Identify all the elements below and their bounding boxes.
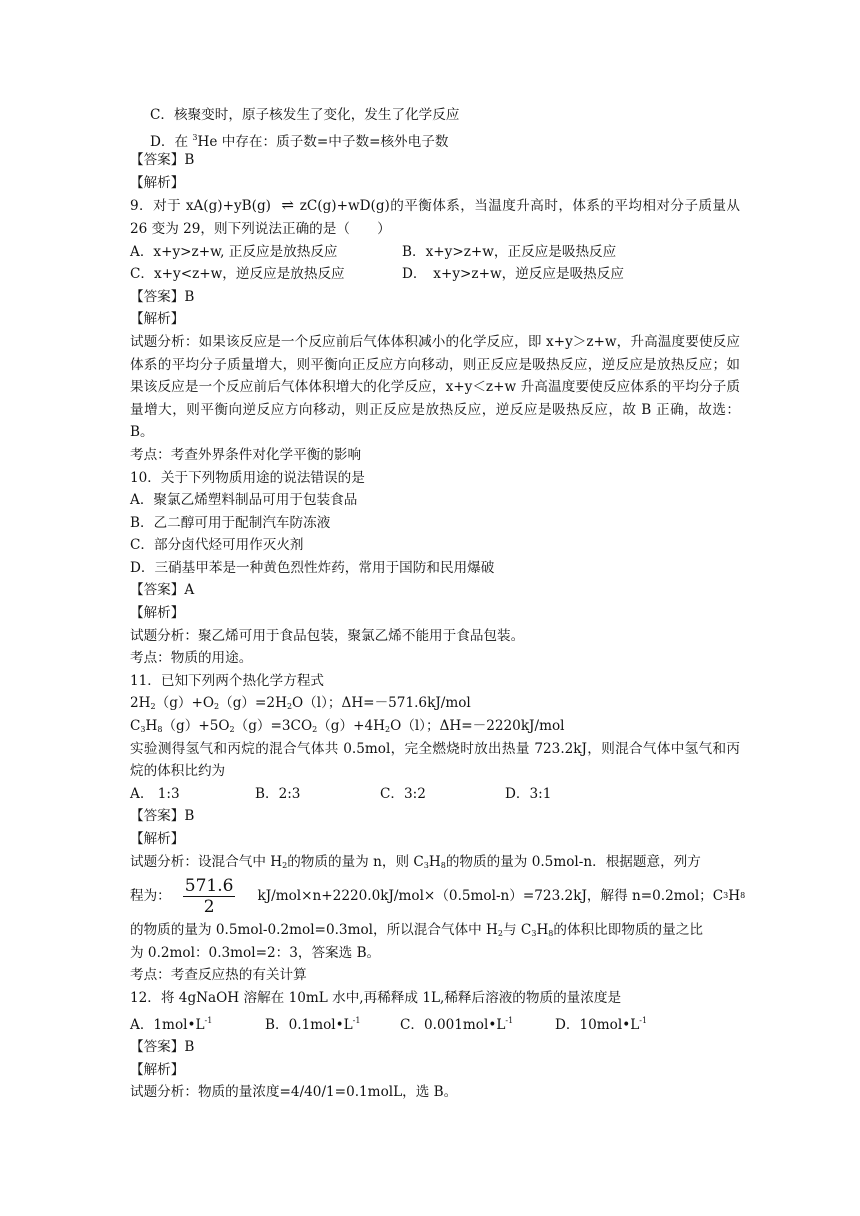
q9-options-row1 [130, 241, 740, 264]
q11-option-b: B．2:3 [255, 785, 301, 802]
q10-option-b: B．乙二醇可用于配制汽车防冻液 [130, 514, 331, 531]
q12-explanation: 试题分析：物质的量浓度=4/40/1=0.1molL，选 B。 [130, 1084, 458, 1101]
q11-options [130, 783, 740, 806]
fraction-numerator: 571.6 [184, 875, 234, 896]
q10-option-d: D．三硝基甲苯是一种黄色烈性炸药，常用于国防和民用爆破 [130, 559, 495, 576]
q11-explanation-line1: 试题分析：设混合气中 $H_2$的物质的量为 n，则 $C_3H_8$的物质的量为 0.5mol-n．根据题意，列方 [130, 853, 701, 870]
q9-analysis-heading: 【解析】 [130, 311, 185, 328]
q9-knowledge-point: 考点：考查外界条件对化学平衡的影响 [130, 446, 362, 463]
q12-stem: 12．将 4gNaOH 溶解在 10mL 水中,再稀释成 1L,稀释后溶液的物质的量浓度是 [130, 989, 622, 1006]
fraction-denominator: 2 [203, 896, 215, 917]
q12-option-c: C．$0.001mol•L^{-1}$ [400, 1015, 514, 1033]
q9-option-a: A．x+y>z+w, 正反应是放热反应 [130, 243, 338, 260]
q9-option-d: D． x+y>z+w，逆反应是吸热反应 [402, 266, 624, 283]
q12-answer: 【答案】B [130, 1039, 195, 1056]
equilibrium-arrow-icon: ⇌ [281, 196, 294, 215]
q11-explanation-line3: 的物质的量为 0.5mol-0.2mol=0.3mol，所以混合气体中 $H_2$与 $C_3H_8$的体积比即物质的量之比 [130, 922, 703, 939]
q10-analysis-heading: 【解析】 [130, 605, 185, 622]
q11-stem: 11．已知下列两个热化学方程式 [130, 672, 325, 689]
fraction [183, 876, 236, 917]
q8-option-d: D．在 $^3$He 中存在：质子数=中子数=核外电子数 [150, 132, 449, 150]
q8-option-c: C．核聚变时，原子核发生了变化，发生了化学反应 [150, 107, 460, 123]
q11-text: 实验测得氢气和丙烷的混合气体共 0.5mol，完全燃烧时放出热量 723.2kJ，则混合气体中氢气和丙烷的体积比约为 [130, 740, 740, 780]
q11-equation-2: $C_3H_8(g)+5O_2(g)=3CO_2(g)+4H_2O(l)$；ΔH=－2220kJ/mol [130, 718, 565, 735]
q9-stem: 9．对于 xA(g)+yB(g) ⇌ zC(g)+wD(g)的平衡体系，当温度升高时，体系的平均相对分子质量从 26 变为 29，则下列说法正确的是（ ） [130, 196, 740, 237]
q11-explanation-line4: 为 0.2mol：0.3mol=2：3，答案选 B。 [130, 944, 381, 961]
document-page [130, 104, 746, 1104]
q8-answer: 【答案】B [130, 152, 195, 169]
q10-knowledge-point: 考点：物质的用途。 [130, 650, 253, 667]
q12-analysis-heading: 【解析】 [130, 1061, 185, 1078]
q11-explanation-line2: 程为： $\frac{571.6}{2}$ kJ/mol×n+2220.0kJ/mol×（0.5mol-n）=723.2kJ，解得 n=0.2mol；C 3 H 8 [130, 875, 746, 917]
q12-options [130, 1010, 740, 1037]
q9-option-c: C．x+y<z+w，逆反应是放热反应 [130, 266, 345, 283]
q8-analysis-heading: 【解析】 [130, 174, 185, 191]
q11-option-c: C．3:2 [380, 785, 426, 802]
q9-option-b: B．x+y>z+w，正反应是吸热反应 [402, 243, 617, 260]
q9-answer: 【答案】B [130, 288, 195, 305]
q10-option-c: C．部分卤代烃可用作灭火剂 [130, 537, 304, 554]
q11-analysis-heading: 【解析】 [130, 831, 185, 847]
q11-equation-1: $2H_2(g)+O_2(g)=2H_2O(l)$；ΔH=－571.6kJ/mol [130, 695, 471, 712]
q10-option-a: A．聚氯乙烯塑料制品可用于包装食品 [130, 492, 358, 509]
q9-options-row2 [130, 263, 740, 286]
q11-option-a: A. 1:3 [130, 785, 180, 802]
q10-explanation: 试题分析：聚乙烯可用于食品包装，聚氯乙烯不能用于食品包装。 [130, 627, 525, 644]
q12-option-b: B．$0.1mol•L^{-1}$ [265, 1015, 361, 1033]
q10-answer: 【答案】A [130, 582, 195, 599]
q11-answer: 【答案】B [130, 808, 195, 825]
q9-explanation: 试题分析：如果该反应是一个反应前后气体体积减小的化学反应，即 x+y＞z+w，升高温度要使反应体系的平均分子质量增大，则平衡向正反应方向移动，则正反应是吸热反应，逆反应是放热反应；如果该反应是一个反应前后气体体积增大的化学反应，x+y＜z+w 升高温度要使反应体系的平均分子质量增大，则平衡向逆反应方向移动，则正反应是放热反应，逆反应是吸热反应，故 B 正确，故选：B。 [130, 333, 740, 441]
q12-option-a: A．$1mol•L^{-1}$ [130, 1015, 213, 1033]
q11-option-d: D．3:1 [505, 785, 552, 802]
q11-knowledge-point: 考点：考查反应热的有关计算 [130, 967, 307, 984]
q12-option-d: D．$10mol•L^{-1}$ [555, 1015, 648, 1033]
q10-stem: 10．关于下列物质用途的说法错误的是 [130, 469, 365, 486]
